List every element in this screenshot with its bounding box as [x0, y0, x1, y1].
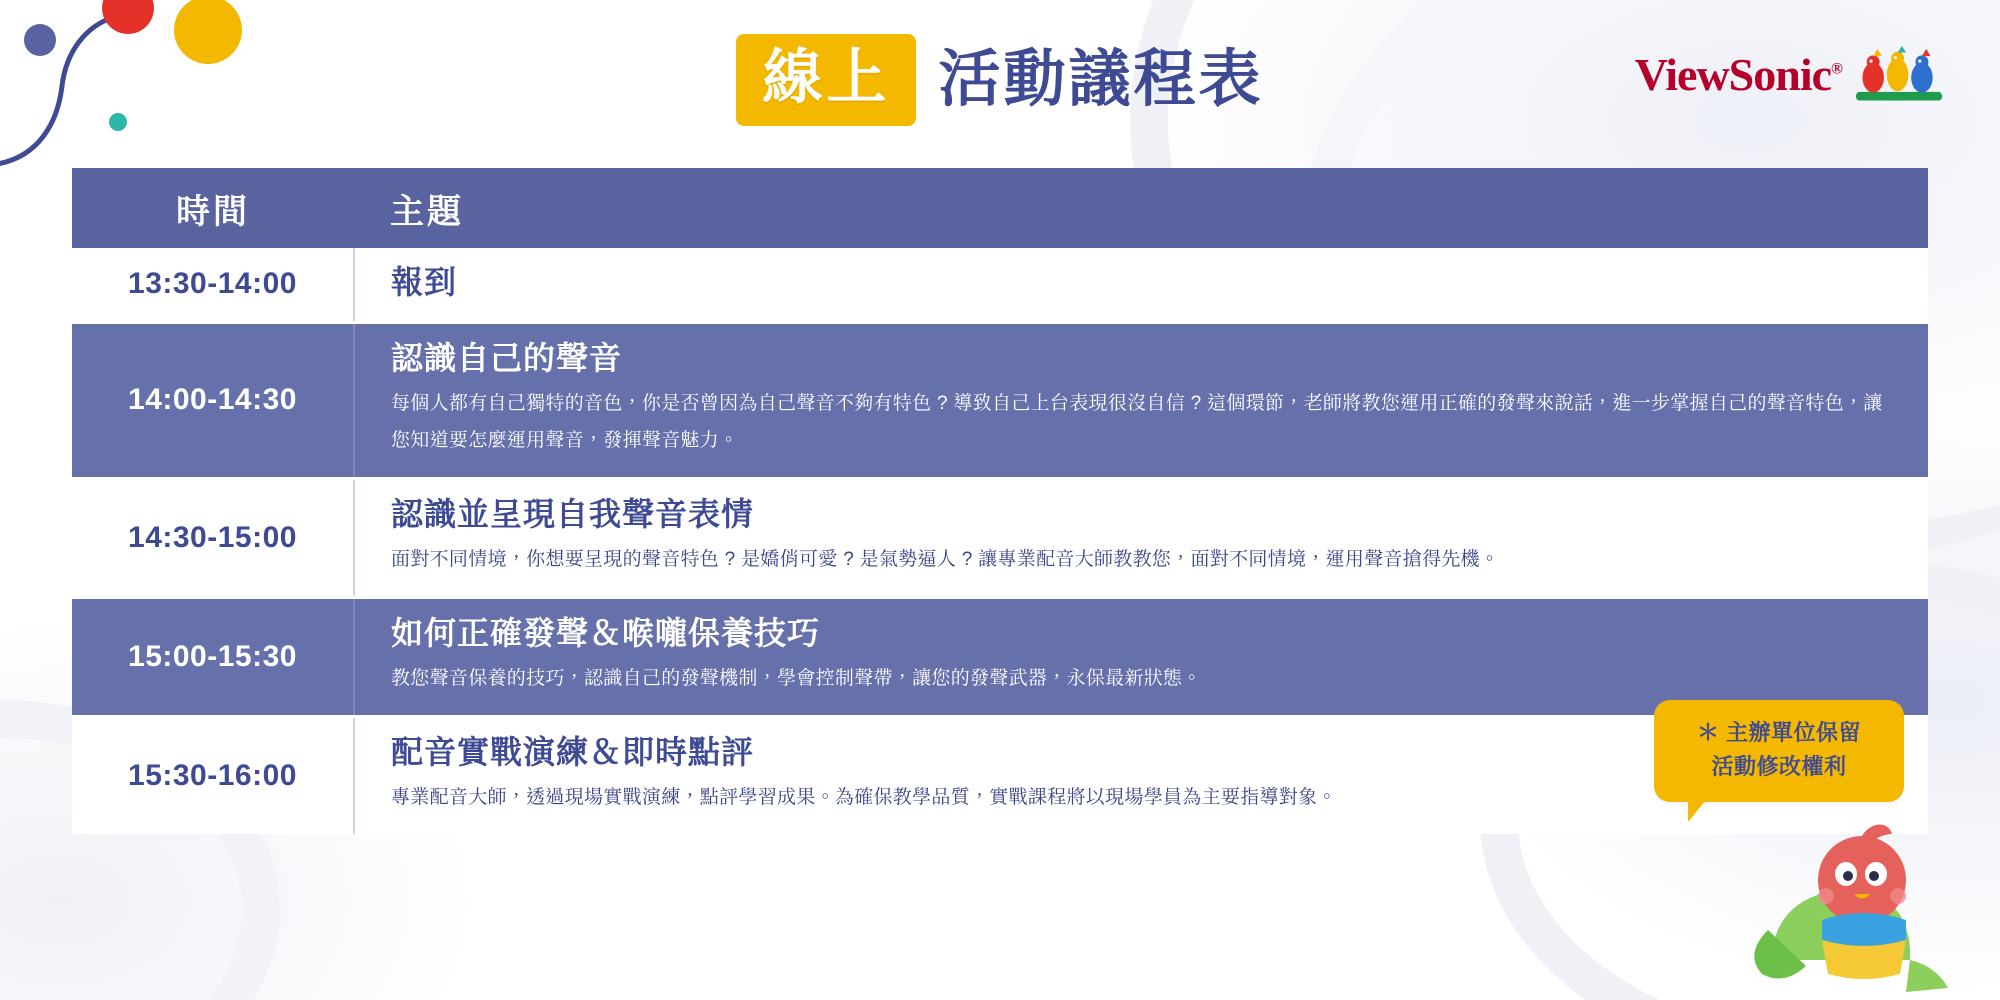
title-text: 活動議程表 — [938, 45, 1264, 114]
parrot-mascot-icon — [1742, 810, 1972, 1000]
table-row — [72, 598, 1928, 717]
disclaimer-note — [1654, 700, 1904, 802]
brand-name-text: ViewSonic — [1634, 48, 1832, 100]
row-topic-desc: 面對不同情境，你想要呈現的聲音特色 ? 是嬌俏可愛 ? 是氣勢逼人 ? 讓專業配音大師教教您，面對不同情境，運用聲音搶得先機。 — [391, 548, 1500, 570]
row-time: 15:30-16:00 — [72, 717, 354, 835]
row-topic-desc: 每個人都有自己獨特的音色，你是否曾因為自己聲音不夠有特色 ? 導致自己上台表現很沒自信 ? 這個環節，老師將教您運用正確的發聲來說話，進一步掌握自己的聲音特色，讓您知道要怎麼運用聲音，發揮聲音魅力。 — [391, 392, 1883, 451]
row-topic-desc: 專業配音大師，透過現場實戰演練，點評學習成果。為確保教學品質，實戰課程將以現場學員為主要指導對象。 — [391, 786, 1337, 808]
row-topic-title: 如何正確發聲＆喉嚨保養技巧 — [391, 615, 821, 651]
row-time: 13:30-14:00 — [72, 248, 354, 322]
page-title — [736, 34, 1263, 126]
row-time: 14:30-15:00 — [72, 479, 354, 598]
row-topic — [354, 248, 1928, 322]
brand-name — [1635, 48, 1842, 101]
brand-logo — [1635, 46, 1942, 102]
table-row — [72, 479, 1928, 598]
row-topic-title: 配音實戰演練＆即時點評 — [391, 734, 755, 770]
table-row — [72, 248, 1928, 322]
row-topic — [354, 322, 1928, 478]
agenda-table — [72, 168, 1928, 834]
disclaimer-line-2: 活動修改權利 — [1711, 754, 1847, 780]
title-badge: 線上 — [736, 34, 916, 126]
disclaimer-line-1: ＊ 主辦單位保留 — [1696, 720, 1862, 745]
row-topic — [354, 479, 1928, 598]
row-topic — [354, 598, 1928, 717]
row-topic-title: 報到 — [391, 264, 458, 300]
row-time: 15:00-15:30 — [72, 598, 354, 717]
row-topic-title: 認識並呈現自我聲音表情 — [391, 496, 755, 532]
row-topic-desc: 教您聲音保養的技巧，認識自己的發聲機制，學會控制聲帶，讓您的發聲武器，永保最新狀態。 — [391, 667, 1202, 689]
row-time: 14:00-14:30 — [72, 322, 354, 478]
row-topic-title: 認識自己的聲音 — [391, 339, 623, 376]
column-header-time: 時間 — [72, 168, 354, 248]
column-header-topic: 主題 — [354, 168, 1928, 248]
table-row — [72, 717, 1928, 835]
three-birds-logo-icon — [1856, 46, 1942, 102]
table-row — [72, 322, 1928, 478]
brand-trademark: ® — [1831, 60, 1842, 78]
table-header-row — [72, 168, 1928, 248]
